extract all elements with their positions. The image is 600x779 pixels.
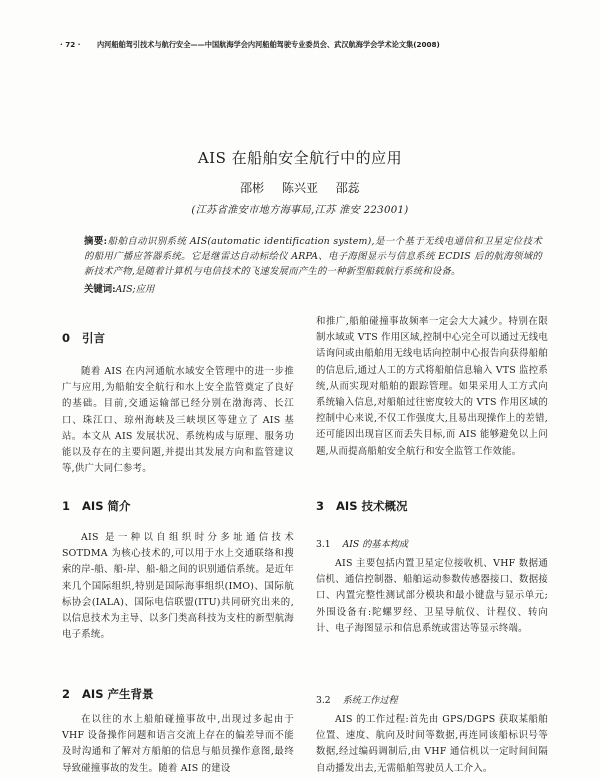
section-title: AIS 简介 (82, 499, 131, 513)
section-number: 2 (62, 687, 71, 701)
article-authors: 邵彬 陈兴亚 邵蕊 (240, 181, 360, 195)
section-number: 0 (62, 331, 71, 345)
ais-intro-paragraph: AIS 是一种以自组织时分多址通信技术 SOTDMA 为核心技术的,可以用于水上交通联络和搜索的岸-船、船-岸、船-船之间的识别通信系统。是近年来几个国际组织,特别是国际海事组织(IMO)、国际航标协会(IALA)、国际电信联盟(ITU)共同研究出来的,以信息技术为主导、以多门类高科技为支柱的新型航海电子系统。 (62, 532, 294, 641)
process-paragraph: AIS 的工作过程:首先由 GPS/DGPS 获取某船舶位置、速度、航向及时间等数据,再连同该船标识号等数据,经过编码调制后,由 VHF 通信机以一定时间间隔自动播发出去,无需船舶驾驶员人工介入。 (316, 714, 548, 774)
article-affiliation: (江苏省淮安市地方海事局,江苏 淮安 223001) (191, 205, 409, 216)
abstract-text: 船舶自动识别系统 AIS(automatic identification system),是一个基于无线电通信和卫星定位技术的船用广播应答器系统。它是继雷达自动标绘仪 ARPA、电子海图显示与信息系统 ECDIS 后的航海领域的新技术产物,是随着计算机与电信技术的飞速发展而产生的一种新型船载航行系统和设备。 (84, 236, 543, 278)
abstract (84, 234, 542, 280)
section-title: 引言 (82, 331, 106, 345)
abstract-label: 摘要: (84, 236, 108, 247)
background-paragraph: 在以往的水上船舶碰撞事故中,出现过多起由于 VHF 设备操作问题和语言交流上存在的偏差导而不能及时沟通和了解对方船舶的信息与船员操作意图,最终导致碰撞事故的发生。随着 AIS 的建设 (62, 714, 294, 774)
keywords (84, 282, 542, 297)
page-number: · 72 · (60, 40, 81, 49)
keywords-label: 关键词: (84, 284, 116, 295)
section-heading-background (62, 686, 153, 702)
intro-paragraph: 随着 AIS 在内河通航水域安全管理中的进一步推广与应用,为船舶安全航行和水上安全监管奠定了良好的基础。目前,交通运输部已经分别在渤海湾、长江口、珠江口、琼州海峡及三峡坝区等建立了 AIS 基站。本文从 AIS 发展状况、系统构成与原理、服务功能以及存在的主要问题,并提出其发展方向和监管建议等,供广大同仁参考。 (62, 366, 294, 475)
subsection-heading-process (316, 692, 398, 706)
article-title: AIS 在船舶安全航行中的应用 (197, 149, 403, 167)
section-number: 1 (62, 499, 71, 513)
section-heading-ais-intro (62, 498, 130, 514)
composition-paragraph: AIS 主要包括内置卫星定位接收机、VHF 数据通信机、通信控制器、船舶运动参数传感器接口、数据接口、内置完整性测试部分模块和最小键盘与显示单元;外围设备有:陀螺罗经、卫星导航仪、计程仪、转向计、电子海图显示和信息系统或雷达等显示终端。 (316, 558, 548, 634)
section-number: 3 (316, 499, 325, 513)
running-head (60, 40, 560, 50)
section-title: AIS 产生背景 (82, 687, 154, 701)
section-heading-intro (62, 330, 105, 346)
subsection-title: AIS 的基本构成 (342, 539, 409, 550)
continued-paragraph: 和推广,船舶碰撞事故频率一定会大大减少。特别在限制水域或 VTS 作用区域,控制中心完全可以通过无线电话询问或由船舶用无线电话向控制中心报告向获得船舶的信息后,通过人工的方式将船舶信息输入 VTS 监控系统,从而实现对船舶的跟踪管理。如果采用人工方式向系统输入信息,对船舶过往密度较大的 VTS 作用区域的控制中心来说,不仅工作强度大,且易出现操作上的差错,还可能因出现盲区而丢失目标,而 AIS 能够避免以上问题,从而提高船舶安全航行和安全监管工作效能。 (316, 316, 549, 457)
subsection-heading-composition (316, 536, 408, 550)
journal-title: 内河船舶驾引技术与航行安全——中国航海学会内河船舶驾驶专业委员会、武汉航海学会学术论文集(2008) (96, 40, 440, 49)
subsection-title: 系统工作过程 (342, 695, 398, 706)
subsection-number: 3.2 (316, 695, 331, 706)
subsection-number: 3.1 (316, 539, 331, 550)
keywords-text: AIS;应用 (115, 284, 155, 295)
section-heading-tech (316, 498, 407, 514)
section-title: AIS 技术概况 (336, 499, 408, 513)
